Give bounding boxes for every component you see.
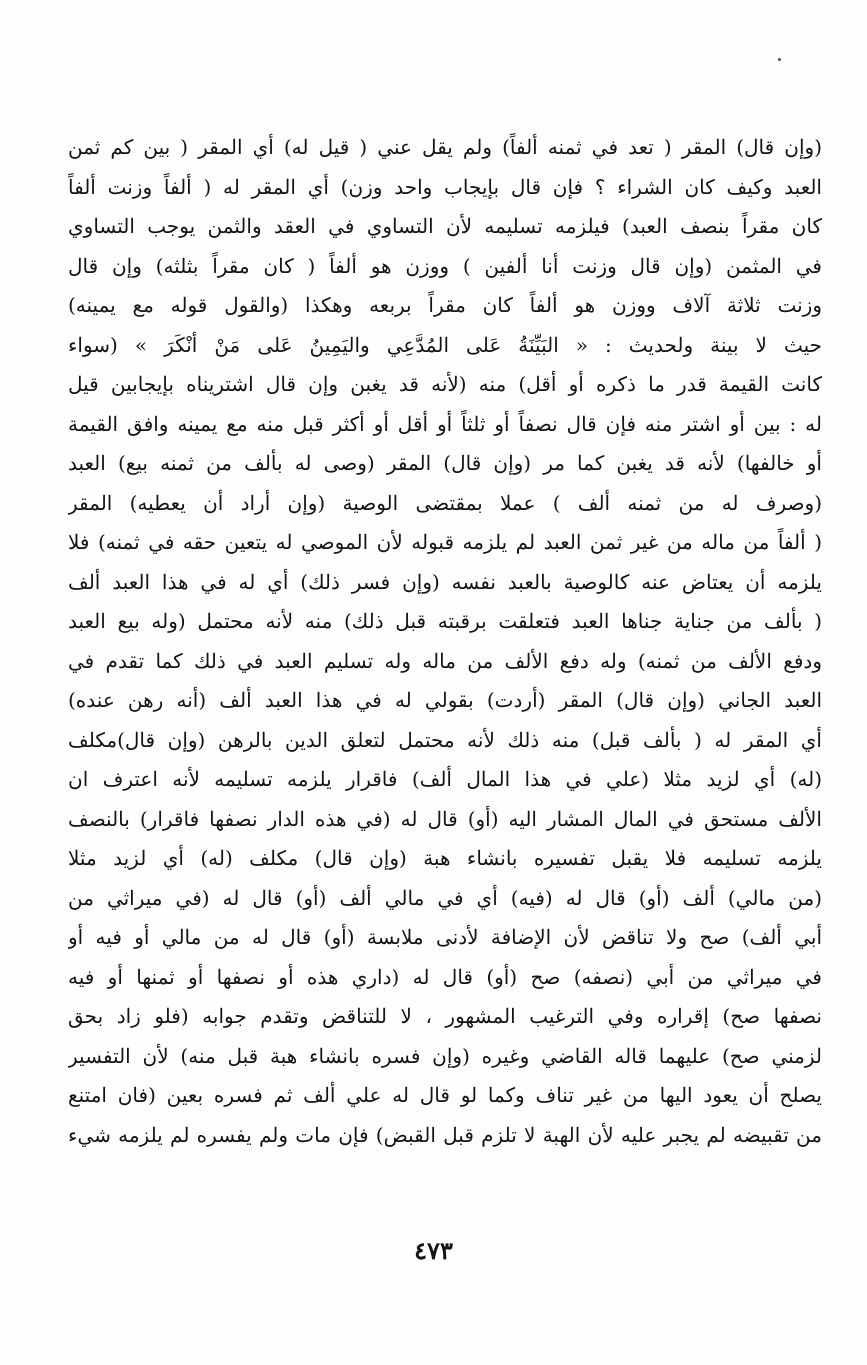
text-line: العبد وكيف كان الشراء ؟ فإن قال بإيجاب واحد وزن) أي المقر له ( ألفاً وزنت ألفاً — [68, 174, 822, 199]
text-line: يلزمه تسليمه فلا يقبل تفسيره بانشاء هبة (وإن قال) مكلف (له) أي لزيد مثلا — [68, 846, 822, 870]
text-line: ( بألف من جناية جناها العبد فتعلقت برقبته قبل ذلك) منه لأنه محتمل (وله بيع العبد — [68, 609, 822, 633]
text-line: كان مقراً بنصف العبد) فيلزمه تسليمه لأن التساوي في العقد والثمن يوجب التساوي — [68, 214, 822, 238]
text-line: كانت القيمة قدر ما ذكره أو أقل) منه (لأنه قد يغبن وإن قال اشتريناه بإيجابين قيل — [68, 372, 822, 396]
text-line: أي المقر له ( بألف قبل) منه ذلك لأنه محتمل لتعلق الدين بالرهن (وإن قال)مكلف — [68, 727, 822, 752]
text-line: الألف مستحق في المال المشار اليه (أو) قال له (في هذه الدار نصفها فاقرار) بالنصف — [68, 806, 822, 831]
text-line: له : بين أو اشتر منه فإن قال نصفاً أو ثلثاً أو أقل أو أكثر قبل منه مع يمينه وافق القيمة — [68, 411, 822, 436]
text-line: (له) أي لزيد مثلا (علي في هذا المال ألف) فاقرار يلزمه تسليمه لأنه اعترف ان — [68, 767, 822, 791]
body-text — [68, 128, 822, 1155]
text-line: أو خالفها) لأنه قد يغبن كما مر (وإن قال) المقر (وصى له بألف من ثمنه بيع) العبد — [68, 451, 822, 475]
text-line: يصلح أن يعود اليها من غير تناف وكما لو قال له علي ألف ثم فسره بعين (فان امتنع — [68, 1083, 822, 1107]
text-line: من تقبيضه لم يجبر عليه لأن الهبة لا تلزم قبل القبض) فإن مات ولم يفسره لم يلزمه شيء — [68, 1122, 822, 1147]
text-line: ( ألفاً من ماله من غير ثمن العبد لم يلزمه قبوله لأن الموصي له يتعين حقه في ثمنه) فلا — [68, 530, 822, 554]
text-line: في ميراثي من أبي (نصفه) صح (أو) قال له (داري هذه أو نصفها أو ثمنها أو فيه — [68, 964, 822, 989]
page-number: ٤٧٣ — [414, 1236, 453, 1265]
text-line: وزنت ثلاثة آلاف ووزن هو ألفاً كان مقراً بربعه وهكذا (والقول قوله مع يمينه) — [68, 293, 822, 317]
text-line: في المثمن (وإن قال وزنت أنا ألفين ) ووزن هو ألفاً ( كان مقراً بثلثه) وإن قال — [68, 253, 822, 278]
text-line: ودفع الألف من ثمنه) وله دفع الألف من ماله وله تسليم العبد في ذلك كما تقدم في — [68, 648, 822, 673]
text-line: نصفها صح) إقراره وفي الترغيب المشهور ، لا للتناقض وتقدم جوابه (فلو زاد بحق — [68, 1004, 822, 1028]
text-line: (وإن قال) المقر ( تعد في ثمنه ألفاً) ولم يقل عني ( قيل له) أي المقر ( بين كم ثمن — [68, 135, 822, 159]
text-line: لزمني صح) عليهما قاله القاضي وغيره (وإن فسره بانشاء هبة قبل منه) لأن التفسير — [68, 1043, 822, 1068]
text-line: (من مالي) ألف (أو) قال له (فيه) أي في مالي ألف (أو) قال له (في ميراثي من — [68, 885, 822, 910]
text-line: أبي ألف) صح ولا تناقض لأن الإضافة لأدنى ملابسة (أو) قال له من مالي أو فيه أو — [68, 925, 822, 949]
text-line: العبد الجاني (وإن قال) المقر (أردت) بقولي له في هذا العبد ألف (أنه رهن عنده) — [68, 688, 822, 712]
text-line: يلزمه أن يعتاض عنه كالوصية بالعبد نفسه (وإن فسر ذلك) أي له في هذا العبد ألف — [68, 569, 822, 594]
paper-speck — [778, 58, 781, 61]
text-line: (وصرف له من ثمنه ألف ) عملا بمقتضى الوصية (وإن أراد أن يعطيه) المقر — [68, 490, 822, 515]
text-line: حيث لا بينة ولحديث : « البَيِّنَةُ عَلى المُدَّعِي واليَمِينُ عَلى مَنْ أنْكَرَ » (سواء — [68, 332, 822, 357]
